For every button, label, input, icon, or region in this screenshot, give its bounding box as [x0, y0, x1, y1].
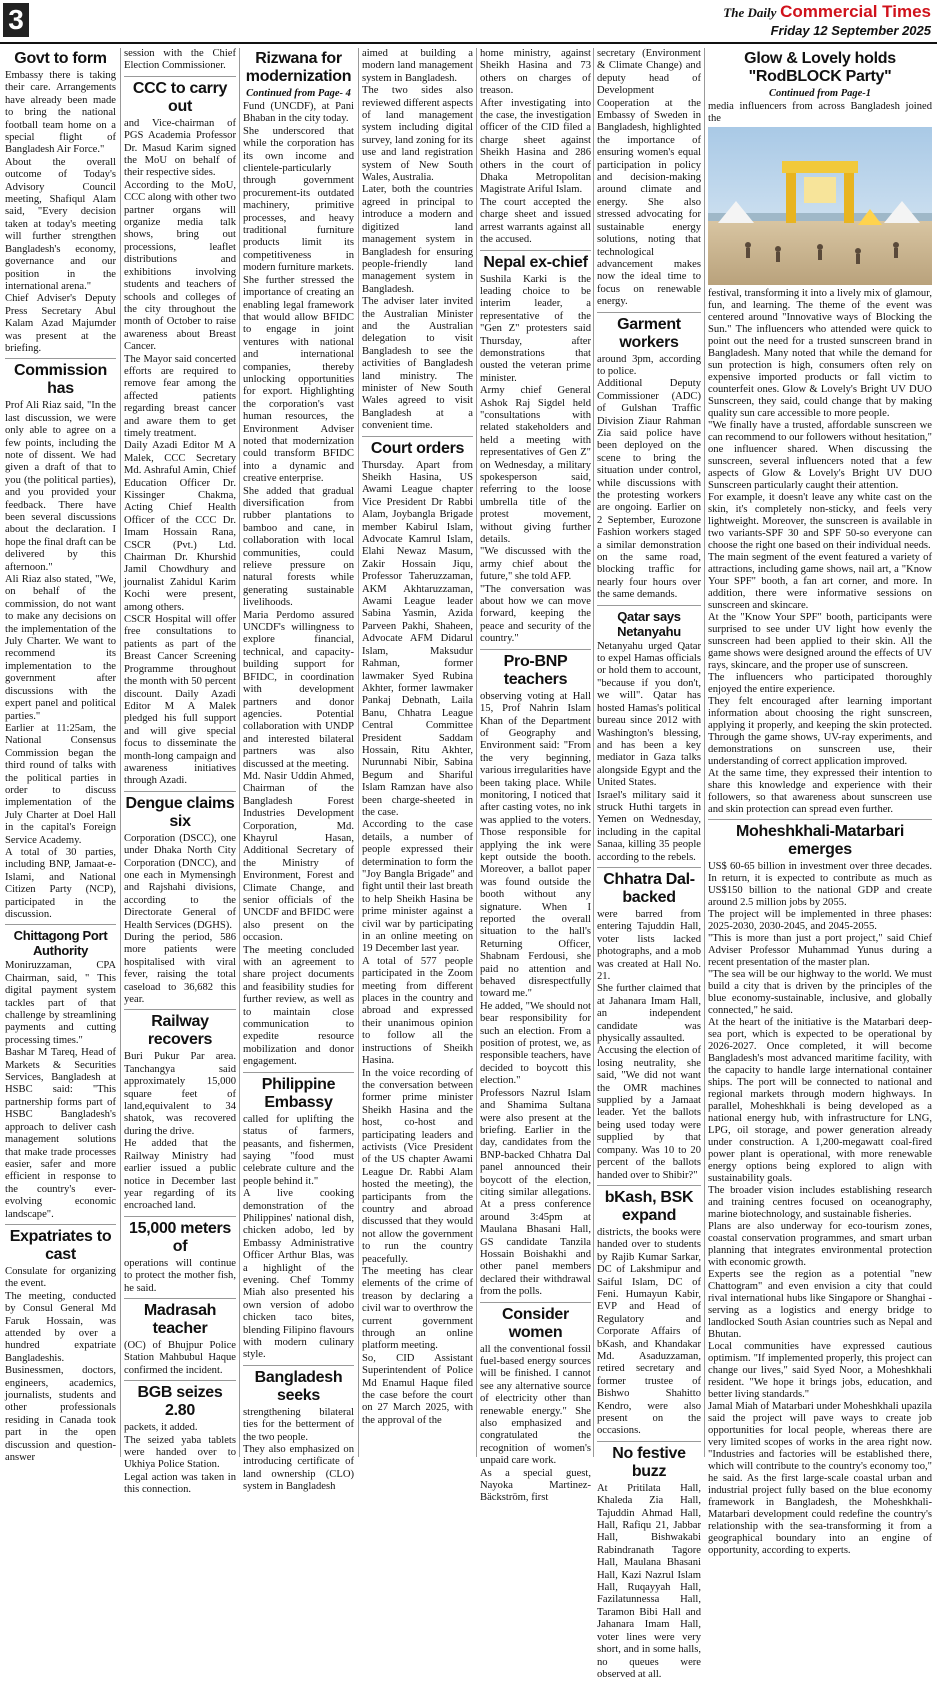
article-divider	[480, 649, 591, 650]
article-paragraph: They also emphasized on introducing certificate of land ownership (CLO) system in Bangladesh	[243, 1444, 354, 1493]
article-paragraph: The two sides also reviewed different aspects of land management system including digital survey, land zoning for its use and land registration system of New South Wales, Australia.	[362, 85, 473, 184]
headline-bgb-seizes: BGB seizes 2.80	[137, 1384, 223, 1420]
column-7	[705, 48, 935, 1556]
headline-philippine-embassy: Philippine Embassy	[261, 1075, 336, 1111]
article-paragraph: They felt encouraged after learning important information about choosing the right sunscreen, applying it properly, and keeping the skin protected. Through the game shows, UV-ray experiments, and demonstrations on sunscreen use, their understanding of correct application improved.	[708, 696, 932, 767]
page-number: 3	[3, 3, 29, 37]
article-paragraph: around 3pm, according to police.	[597, 353, 701, 377]
article-paragraph: The main segment of the event featured a variety of attractions, including game shows, nail art, a "Know Your SPF" booth, a fan art corner, and more. In addition, there were informative sessions on sunscreen and skincare.	[708, 552, 932, 611]
article-divider	[124, 1009, 236, 1010]
article-paragraph: The broader vision includes establishing research and training centres focused on oceanography, marine biotechnology, and sustainable fisheries.	[708, 1185, 932, 1220]
article-divider	[597, 1441, 701, 1442]
article-paragraph: and Vice-chairman of PGS Academia Professor Dr. Masud Karim signed the MoU on behalf of their respective sides.	[124, 117, 236, 179]
headline-consider-women: Consider women	[502, 1305, 569, 1341]
column-5	[477, 48, 594, 1504]
article-paragraph: secretary (Environment & Climate Change) and deputy head of Development Cooperation at the Embassy of Sweden in Bangladesh, highlighted the importance of ensuring women's equal participation in policy and decision-making around climate and energy. She also stressed advocating for sustainable energy solutions, noting that technological advancement makes now the ideal time to focus on renewable energy.	[597, 48, 701, 308]
article-paragraph: At the same time, they expressed their intention to share this knowledge and experience with their followers, so that awareness about sunscreen use and skin protection can spread even further.	[708, 768, 932, 815]
article-paragraph: called for uplifting the status of farmers, peasants, and fishermen, saying "food must celebrate culture and the people behind it."	[243, 1113, 354, 1187]
article-paragraph: For example, it doesn't leave any white cast on the skin, it's completely non-sticky, and feels very lightweight. Moreover, the sunscreen is available in two variants-SPF 30 and SPF 50-so everyone can choose the right one based on their individual needs.	[708, 492, 932, 551]
article-divider	[708, 819, 932, 820]
article-paragraph: Moniruzzaman, CPA Chairman, said, " This digital payment system tackles part of that challenge by streamlining payments and cutting processing times."	[5, 960, 116, 1046]
article-paragraph: packets, it added.	[124, 1422, 198, 1434]
article-paragraph: Corporation (DSCC), one under Dhaka North City Corporation (DNCC), and one each in Mymensingh and Rajshahi divisions, according to the Directorate General of Health Services (DGHS).	[124, 832, 236, 931]
headline-bangladesh-seeks: Bangladesh seeks	[254, 1368, 343, 1404]
article-paragraph: Additional Deputy Commissioner (ADC) of Gulshan Traffic Division Ziaur Rahman Zia said police have been deployed on the scene to bring the situation under control, while discussions with the protesting workers are ongoing. Earlier on 2 September, Eurozone Fashion workers staged a similar demonstration on the same road, blocking traffic for nearly four hours over the same demands.	[597, 378, 701, 601]
article-paragraph: Legal action was taken in this connection.	[124, 1471, 236, 1496]
continued-note: Continued from Page- 4	[246, 88, 351, 99]
article-paragraph: He added, "We should not bear responsibility for such an election. From a position of protest, we, as responsible teachers, have decided to boycott this election."	[480, 1000, 591, 1087]
article-paragraph: The court accepted the charge sheet and issued arrest warrants against all the accused.	[480, 196, 591, 246]
article-paragraph: At the heart of the initiative is the Matarbari deep-sea port, which is expected to be operational by 2026-2027. Once completed, it will become Bangladesh's most advanced maritime facility, with the capacity to handle large international container ships. The port will be connected to national and regional markets through modern highways. In parallel, Moheshkhali is being developed as a national energy hub, with infrastructure for LNG, LPG, oil storage, and power generation already under construction. A 1,200-megawatt coal-fired power plant is operational, with more renewable energy options being explored to align with sustainability goals.	[708, 1017, 932, 1184]
article-paragraph: strengthening bilateral ties for the betterment of the two people.	[243, 1406, 354, 1443]
article-divider	[124, 1298, 236, 1299]
article-divider	[5, 358, 116, 359]
headline-madrasah-teacher: Madrasah teacher	[143, 1301, 217, 1337]
article-paragraph: aimed at building a modern land management system in Bangladesh.	[362, 48, 473, 84]
article-paragraph: The adviser later invited the Australian Minister and the Australian delegation to visit Bangladesh to see the activities of Bangladesh land ministry. The minister of New South Wales agreed to visit Bangladesh at a convenient time.	[362, 296, 473, 432]
article-paragraph: Local communities have expressed cautious optimism. "If implemented properly, this project can change our lives," said Syed Noor, a Moheshkhali resident. "We hope it brings jobs, education, and better living standards."	[708, 1341, 932, 1400]
article-divider	[243, 1072, 354, 1073]
article-paragraph: During the period, 586 more patients were hospitalised with viral fever, raising the total caseload to 36,682 this year.	[124, 932, 236, 1006]
headline-court-orders: Court orders	[370, 439, 465, 457]
article-paragraph: Experts see the region as a potential "new Chattogram" and even envision a city that could rival international hubs like Singapore or Shanghai - serving as a logistics and energy bridge to landlocked South Asian countries such as Nepal and Bhutan.	[708, 1269, 932, 1340]
headline-15000-meters-of: 15,000 meters of	[129, 1219, 231, 1255]
masthead-title	[723, 2, 931, 22]
headline-rizwana-for-modernization: Rizwana for modernization	[245, 50, 352, 85]
article-divider	[5, 1224, 116, 1225]
article-paragraph: Netanyahu urged Qatar to expel Hamas officials or hold them to account, "because if you don't, we will". Qatar has hosted Hamas's political bureau since 2012 with Washington's blessing, and has been a key mediator in Gaza talks alongside Egypt and the United States.	[597, 640, 701, 789]
article-paragraph: Earlier at 11:25am, the National Consensus Commission began the third round of talks with the political parties in order to discuss implementation of the July Charter at Doel Hall in the capital's Foreign Service Academy.	[5, 722, 116, 846]
headline-commission-has: Commission has	[13, 362, 108, 398]
article-paragraph: festival, transforming it into a lively mix of glamour, fun, and learning. The theme of the event was centered around "Innovative ways of Blocking the Sun." The influencers who attended were quick to point out the need for a trusted sunscreen brand in Bangladesh. Many noted that while the demand for sun protection is high, consumers often rely on expensive imported products or fall victim to counterfeit ones. Glow & Lovely's Bright UV DUO Sunscreen, they said, could change that by making quality sun care accessible to more people.	[708, 288, 932, 419]
article-paragraph: A total of 577 people participated in the Zoom meeting from different places in the country and abroad and expressed their unanimous opinion to follow all the instructions of Sheikh Hasina.	[362, 955, 473, 1067]
article-paragraph: The Mayor said concerted efforts are required to remove fear among the affected patients regarding breast cancer and aware them to get timely treatment.	[124, 353, 236, 439]
article-paragraph: So, CID Assistant Superintendent of Police Md Enamul Haque filed the case before the court on 27 March 2025, with the approval of the	[362, 1352, 473, 1426]
article-paragraph: "The sea will be our highway to the world. We must build a city that is driven by the principles of the blue economy-sustainable, inclusive, and globally connected," he said.	[708, 969, 932, 1016]
article-paragraph: CSCR Hospital will offer free consultations to patients as part of the Breast Cancer Screening Programme throughout the month with 50 percent discount. Daily Azadi Editor M A Malek pledged his full support and will give special focus to disseminate the month-long campaign and awareness initiatives through Azadi.	[124, 614, 236, 787]
article-paragraph: In the voice recording of the conversation between former prime minister Sheikh Hasina and the host, co-host and participating leaders and activists (Vice President of the US chapter Awami League Dr. Rabbi Alam hosted the meeting), the participants from the country and abroad discussed that they would not allow the government to run the country peacefully.	[362, 1067, 473, 1265]
article-paragraph: Israel's military said it struck Huthi targets in Yemen on Wednesday, including in the capital Sanaa, killing 35 people according to the rebels.	[597, 789, 701, 863]
headline-bkash-bsk-expand: bKash, BSK expand	[604, 1188, 694, 1224]
article-paragraph: She further claimed that at Jahanara Imam Hall, an independent candidate was physically assaulted.	[597, 983, 701, 1045]
headline-dengue-claims-six: Dengue claims six	[125, 794, 235, 830]
article-paragraph: Later, both the countries agreed in principal to introduce a modern and digitized land management system in Bangladesh for ensuring people-friendly land management system in Bangladesh.	[362, 184, 473, 295]
article-paragraph: (OC) of Bhujpur Police Station Mahbubul Haque confirmed the incident.	[124, 1339, 236, 1376]
headline-govt-to-form: Govt to form	[14, 50, 107, 67]
top-rule	[0, 42, 937, 44]
article-paragraph: "This is more than just a port project," said Chief Adviser Professor Muhammad Yunus during a recent presentation of the master plan.	[708, 933, 932, 968]
article-paragraph: Bashar M Tareq, Head of Markets & Securities Services, Bangladesh at HSBC said: "This partnership forms part of HSBC Bangladesh's approach to deliver cash management solutions that make trade processes easier, safer and more efficient in response to the country's ever-evolving economic landscape".	[5, 1047, 116, 1220]
article-divider	[362, 436, 473, 437]
article-paragraph: media influencers from across Bangladesh joined the	[708, 101, 932, 124]
article-paragraph: The seized yaba tablets were handed over to Ukhiya Police Station.	[124, 1434, 236, 1471]
masthead-the-daily: The Daily	[723, 5, 777, 20]
article-paragraph: "We finally have a trusted, affordable sunscreen we can recommend to our followers without hesitation," one influencer shared. When discussing the sunscreen, several influencers noted that a few aspects of Glow & Lovely's Bright UV DUO Sunscreen particularly caught their attention.	[708, 420, 932, 491]
event-photo	[708, 127, 932, 285]
headline-no-festive-buzz: No festive buzz	[612, 1444, 686, 1480]
column-6	[594, 48, 704, 1680]
headline-qatar-says-netanyahu: Qatar says Netanyahu	[617, 608, 681, 639]
headline-moheshkhali-matarbari: Moheshkhali-Matarbari emerges	[736, 823, 904, 858]
article-paragraph: According to the case details, a number of people expressed their determination to form the "Joy Bangla Brigade" and fight until their last breath to help Sheikh Hasina be prime minister against a civil war by participating in an online meeting on 19 December last year.	[362, 819, 473, 955]
article-divider	[124, 1380, 236, 1381]
column-4	[359, 48, 476, 1459]
column-1	[2, 48, 119, 1464]
column-2	[121, 48, 239, 1496]
article-paragraph: Professors Nazrul Islam and Shamima Sultana were also present at the briefing. Earlier in the day, candidates from the BNP-backed Chhatra Dal panel announced their boycott of the election, citing similar allegations. At a press conference around 3:45pm at Maulana Bhasani Hall, GS candidate Tanzila Hossain Boishakhi and other panel members declared their withdrawal from the polls.	[480, 1087, 591, 1298]
headline-railway-recovers: Railway recovers	[147, 1013, 213, 1049]
article-divider	[597, 312, 701, 313]
article-paragraph: Army chief General Ashok Raj Sigdel held "consultations with related stakeholders and held a meeting with representatives of Gen Z" on Wednesday, a military spokesperson said, referring to the loose umbrella title of the protest movement, without giving further details.	[480, 385, 591, 546]
article-paragraph: Prof Ali Riaz said, "In the last discussion, we were only able to agree on a few points, including the note of dissent. We had given a draft of that to you (the political parties), and you provided your feedback. There have been several discussions about the declaration. I hope the final draft can be delivered by this afternoon."	[5, 400, 116, 573]
article-divider	[597, 605, 701, 606]
article-divider	[5, 924, 116, 925]
article-divider	[597, 1185, 701, 1186]
article-paragraph: As a special guest, Nayoka Martinez-Bäckström, first	[480, 1467, 591, 1504]
article-paragraph: The meeting concluded with an agreement to share project documents and feasibility studies for further review, as well as to maintain close communication to expedite resource mobilization and donor engagement.	[243, 944, 354, 1068]
headline-nepal-ex-chief: Nepal ex-chief	[483, 253, 588, 271]
article-divider	[597, 867, 701, 868]
article-paragraph: She further stressed the importance of creating an enabling legal framework that would allow BFIDC to engage in joint ventures with national and international companies, thereby unlocking opportunities for export. Highlighting the corporation's vast human resources, the Environment Adviser noted that modernization could transform BFIDC into a dynamic and creative enterprise.	[243, 274, 354, 485]
article-paragraph: Embassy there is taking their care. Arrangements have already been made to bring the national football team home on a special flight of Bangladesh Air Force."	[5, 70, 116, 156]
article-paragraph: Jamal Miah of Matarbari under Moheshkhali upazila said the project will pave ways to create job opportunities for local people, whereas there are very limited scopes of works in the area right now. "Industries and factories will be established there, which will contribute to the country's economy too," he said. As the first large-scale coastal urban and industrial project fully based on the blue economy framework in Bangladesh, the Moheshkhali-Matarbari development could redefine the country's relationship with the sea-transforming it from a geographical boundary into an engine of opportunity, according to experts.	[708, 1401, 932, 1556]
article-paragraph: A total of 30 parties, including BNP, Jamaat-e-Islami, and National Citizen Party (NCP), participated in the discussion.	[5, 846, 116, 920]
article-paragraph: After investigating into the case, the investigation officer of the CID filed a charge sheet against Sheikh Hasina and 286 others in the court of Dhaka Metropolitan Magistrate Ariful Islam.	[480, 97, 591, 196]
masthead	[723, 2, 931, 38]
article-paragraph: A live cooking demonstration of the Philippines' national dish, chicken adobo, led by Embassy Administrative Officer Arthur Blas, was a highlight of the evening. Chef Tommy Miah also presented his own version of adobo chicken taco bites, blending Filipino flavours with modern culinary style.	[243, 1188, 354, 1361]
article-paragraph: Md. Nasir Uddin Ahmed, Chairman of the Bangladesh Forest Industries Development Corporation, Md. Khayrul Hasan, Additional Secretary of the Ministry of Environment, Forest and Climate Change, and senior officials of the UNCDF and BFIDC were also present on the occasion.	[243, 770, 354, 944]
article-paragraph: "We discussed with the army chief about the future," she told AFP.	[480, 546, 591, 583]
article-paragraph: Ali Riaz also stated, "We, on behalf of the commission, do not want to make any decisions on the implementation of the July Charter. We want to recommend its implementation to the government after discussions with the expert panel and political parties."	[5, 574, 116, 722]
article-paragraph: Sushila Karki is the leading choice to be interim leader, a representative of the "Gen Z" protesters said Thursday, after demonstrations that ousted the veteran prime minister.	[480, 273, 591, 384]
article-paragraph: Buri Pukur Par area. Tanchangya said approximately 15,000 square feet of land,equivalent to 34 shatok, was recovered during the drive.	[124, 1051, 236, 1137]
headline-chittagong-port-authority: Chittagong Port Authority	[13, 928, 108, 959]
article-divider	[124, 76, 236, 77]
headline-pro-bnp-teachers: Pro-BNP teachers	[503, 652, 568, 688]
article-paragraph: The meeting, conducted by Consul General Md Faruk Hossain, was attended by over a hundred expatriate Bangladeshis. Businessmen, doctors, engineers, academics, journalists, students and other professionals residing in Canada took part in the open discussion and question-answer	[5, 1290, 116, 1464]
column-3	[240, 48, 357, 1493]
headline-glow-lovely-rodblock-party: Glow & Lovely holds "RodBLOCK Party"	[744, 50, 896, 85]
continued-note: Continued from Page-1	[768, 88, 872, 99]
article-paragraph: At Pritilata Hall, Khaleda Zia Hall, Tajuddin Ahmad Hall, Hall, Rafiqu 21, Jabbar Hall, Bishwakabi Rabindranath Tagore Hall, Maulana Bhasani Hall, Kazi Nazrul Islam Hall, Ruqayyah Hall, Fazilatunnessa Hall, Taramon Bibi Hall and Jahanara Imam Hall, voter lines were very short, and in some halls, no queues were observed at all.	[597, 1482, 701, 1680]
article-paragraph: The influencers who participated thoroughly enjoyed the entire experience.	[708, 672, 932, 695]
article-paragraph: "The conversation was about how we can move forward, keeping the peace and security of the country."	[480, 583, 591, 645]
article-paragraph: Daily Azadi Editor M A Malek, CCC Secretary Md. Ashraful Amin, Chief Education Officer Dr. Kissinger Chakma, Acting Chief Health Officer of the CCC Dr. Imam Hossain Rana, CSCR (Pvt.) Ltd. Chairman Dr. Khurshid Jamil Chowdhury and journalist Zahidul Karim Kochi were present, among others.	[124, 440, 236, 613]
article-paragraph: were barred from entering Tajuddin Hall, voter lists lacked photographs, and a mob was created at Hall No. 21.	[597, 908, 701, 982]
article-paragraph: operations will continue to protect the mother fish, he said.	[124, 1257, 236, 1294]
article-paragraph: According to the MoU, CCC along with other two partner organs will organize media talk shows, bring out processions, leaflet distributions and exhibitions involving students and teachers of schools and colleges of the city throughout the month of October to raise awareness about Breast Cancer.	[124, 179, 236, 353]
headline-ccc-to-carry-out: CCC to carry out	[132, 79, 228, 115]
headline-expatriates-to-cast: Expatriates to cast	[9, 1227, 112, 1263]
masthead-date: Friday 12 September 2025	[770, 23, 931, 38]
article-paragraph: At the "Know Your SPF" booth, participants were surprised to see under UV light how evenly the sunscreen had been applied to their skin. All the game shows were designed around the effects of UV rays, skincare, and the proper use of sunscreen.	[708, 612, 932, 671]
article-paragraph: About the overall outcome of Today's Advisory Council meeting, Shafiqul Alam said, "Every decision taken at today's meeting will further strengthen Bangladesh's economy, governance and our position in the international arena."	[5, 156, 116, 292]
article-paragraph: US$ 60-65 billion in investment over three decades. In return, it is expected to contribute as much as US$150 billion to the national GDP and create around 2.5 million jobs by 2055.	[708, 861, 932, 908]
article-paragraph: session with the Chief Election Commissioner.	[124, 48, 236, 72]
article-divider	[124, 1216, 236, 1217]
article-divider	[124, 791, 236, 792]
article-paragraph: She added that gradual diversification from rubber plantations to bamboo and cane, in collaboration with local communities, could relieve pressure on natural forests while generating sustainable livelihoods.	[243, 485, 354, 609]
article-paragraph: Fund (UNCDF), at Pani Bhaban in the city today.	[243, 101, 354, 125]
article-paragraph: The meeting has clear elements of the crime of treason by declaring a civil war to overthrow the current government through an online platform meeting.	[362, 1266, 473, 1352]
headline-garment-workers: Garment workers	[617, 315, 681, 351]
article-paragraph: Accusing the election of losing neutrality, she said, "We did not want the OMR machines supplied by a Jamaat leader. Yet the ballots being used today were supplied by that company. Was 10 to 20 percent of the ballots handed over to Shibir?"	[597, 1045, 701, 1181]
article-paragraph: He added that the Railway Ministry had earlier issued a public notice in December last year regarding of its encroached land.	[124, 1138, 236, 1212]
article-divider	[480, 250, 591, 251]
article-paragraph: Maria Perdomo assured UNCDF's willingness to explore financial, technical, and capacity-building support for BFIDC, in coordination with development partners and donor agencies. Potential collaboration with UNDP and interested bilateral partners was also discussed at the meeting.	[243, 609, 354, 770]
article-paragraph: Chief Adviser's Deputy Press Secretary Abul Kalam Azad Majumder was present at the briefing.	[5, 293, 116, 354]
headline-chhatra-dal-backed: Chhatra Dal-backed	[603, 870, 695, 906]
article-paragraph: districts, the books were handed over to students by Rajib Kumar Sarkar, DC of Lakshmipur and Saiful Islam, DC of Feni. Humayun Kabir, EVP and Head of Regulatory and Corporate Affairs of bKash, and Khandakar Md. Asaduzzaman, retired secretary and former trustee of Bishwo Shahitto Kendro, were also present on the occasions.	[597, 1226, 701, 1437]
masthead-commercial-times: Commercial Times	[780, 2, 931, 21]
article-paragraph: The project will be implemented in three phases: 2025-2030, 2030-2045, and 2045-2055.	[708, 909, 932, 932]
article-paragraph: Thursday. Apart from Sheikh Hasina, US Awami League chapter Vice President Dr Rabbi Alam, Joybangla Brigade member Kabirul Islam, Advocate Kamrul Islam, Elahi Newaz Masum, Zakir Hossain Jiqu, Professor Taheruzzaman, AKM Akhtaruzzaman, Awami League leader Sabina Yasmin, Azida Parveen Pakhi, Shaheen, Advocate AFM Didarul Islam, Maksudur Rahman, former lawmaker Syed Rubina Akhter, former lawmaker Pankaj Debnath, Laila Banu, Chhatra League Central Committee President Saddam Hossain, Ritu Akhter, Nurunnabi Nibir, Sabina Begum and Shariful Islam Ramzan have also been charge-sheeted in the case.	[362, 459, 473, 818]
article-paragraph: home ministry, against Sheikh Hasina and 73 others on charges of treason.	[480, 48, 591, 97]
article-paragraph: all the conventional fossil fuel-based energy sources will be finished. I cannot see any alternative source of electricity other than renewable energy." She also emphasized and congratulated the recognition of women's unpaid care work.	[480, 1343, 591, 1467]
article-paragraph: observing voting at Hall 15, Prof Nahrin Islam Khan of the Department of Geography and Environment said: "From the very beginning, various irregularities have been taking place. While monitoring, I noticed that after casting votes, no ink was applied to the voters. Those responsible for applying the ink were kept outside the booth. Moreover, a ballot paper was found outside the booth without any signature. When I reported the overall situation to the hall's Returning Officer, Shabnam Ferdousi, she paid no attention and behaved disrespectfully toward me."	[480, 690, 591, 1000]
article-paragraph: She underscored that while the corporation has its own income and clientele-particularly through government procurement-its outdated machinery, primitive processes, and heavy traditional furniture products limit its competitiveness in modern furniture markets.	[243, 125, 354, 274]
article-paragraph: Consulate for organizing the event.	[5, 1265, 116, 1290]
article-divider	[243, 1365, 354, 1366]
article-paragraph: Plans are also underway for eco-tourism zones, coastal conservation programmes, and smart urban planning that integrates environmental protection with economic growth.	[708, 1221, 932, 1268]
article-divider	[480, 1302, 591, 1303]
